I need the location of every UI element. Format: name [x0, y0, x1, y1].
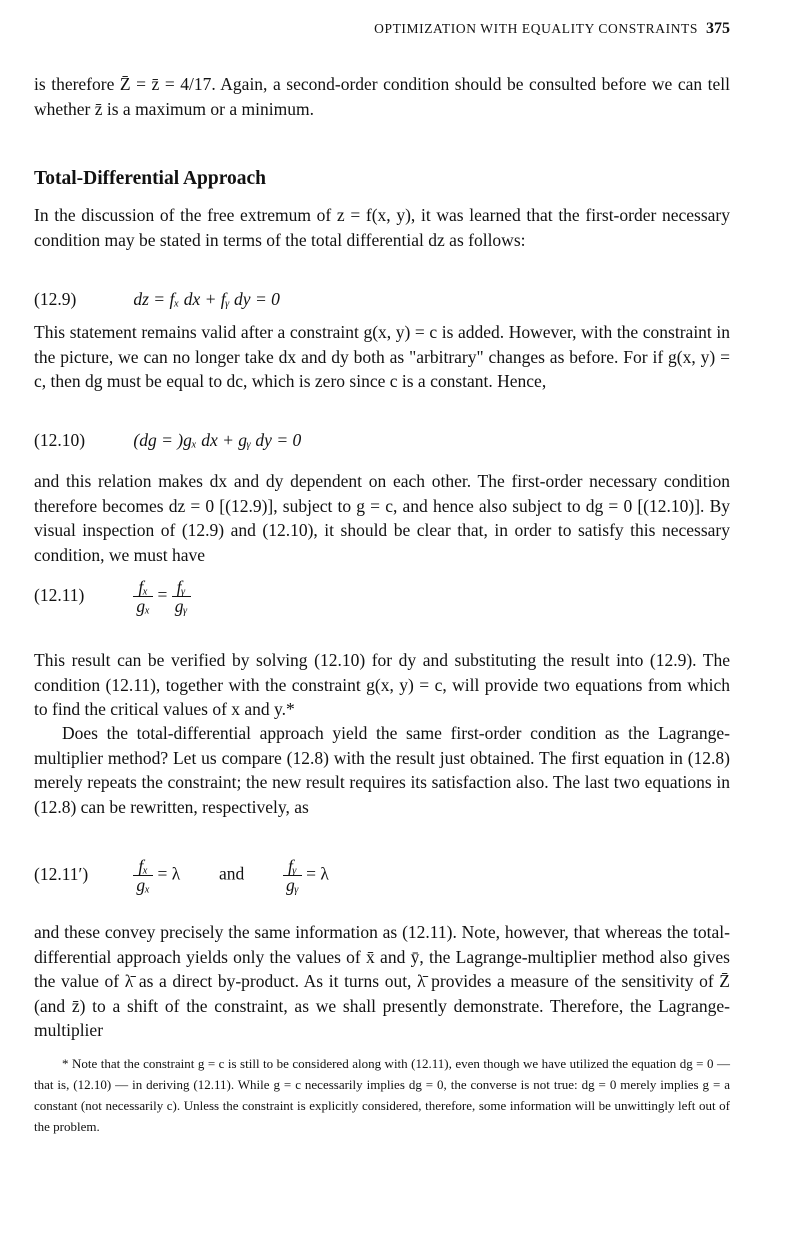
equation-number: (12.10)	[34, 430, 86, 450]
denominator: gₓ	[136, 596, 151, 616]
fraction-left	[133, 578, 153, 615]
denominator: gᵧ	[174, 596, 188, 616]
paragraph-constraint: This statement remains valid after a constraint g(x, y) = c is added. However, with the constraint in the picture, we can no longer take dx and dy both as "arbitrary" changes as before. For if g(x, y) = c, then dg must be equal to dc, which is zero since c is a constant. Hence,	[34, 322, 730, 391]
paragraph-sensitivity: and these convey precisely the same information as (12.11). Note, however, that whereas the total-differential approach yields only the values of x̄ and ȳ, the Lagrange-multiplier method also gives the value of λ̄ as a direct by-product. As it turns out, λ̄ provides a measure of the sensitivity of Z̄ (and z̄) to a shift of the constraint, as we shall presently demonstrate. Therefore, the Lagrange-multiplier	[34, 922, 730, 1040]
equals-sign: =	[157, 584, 168, 605]
denominator: gₓ	[136, 875, 151, 895]
footnote: * Note that the constraint g = c is still to be considered along with (12.11), even though we have utilized the equation dg = 0 — that is, (12.10) — in deriving (12.11). While g = c necessarily implies dg = 0, the converse is not true: dg = 0 merely implies g = a constant (not necessarily c). Unless the constraint is explicitly considered, therefore, some information will be unwittingly left out of the problem.	[34, 1056, 730, 1134]
connector-word: and	[218, 863, 245, 884]
fraction-right	[283, 857, 302, 894]
paragraph-dependent: and this relation makes dx and dy dependent on each other. The first-order necessary condition therefore becomes dz = 0 [(12.9)], subject to g = c, and hence also subject to dg = 0 [(12.10)]. By visual inspection of (12.9) and (12.10), it should be clear that, in order to satisfy this necessary condition, we must have	[34, 471, 730, 565]
equation-expression: dz = fₓ dx + fᵧ dy = 0	[133, 289, 280, 309]
paragraph-compare: Does the total-differential approach yield the same first-order condition as the Lagrange-multiplier method? Let us compare (12.8) with the result just obtained. The first equation in (12.8) merely repeats the constraint; the new result requires its satisfaction also. The last two equations in (12.8) can be rewritten, respectively, as	[34, 723, 730, 817]
paragraph-free-extremum: In the discussion of the free extremum of z = f(x, y), it was learned that the first-order necessary condition may be stated in terms of the total differential dz as follows:	[34, 205, 730, 250]
numerator: fᵧ	[283, 857, 302, 876]
numerator: fᵧ	[172, 578, 191, 597]
fraction-right	[172, 578, 191, 615]
equation-12-11-prime	[34, 857, 329, 894]
paragraph-verify: This result can be verified by solving (12.10) for dy and substituting the result into (12.9). The condition (12.11), together with the constraint g(x, y) = c, will provide two equations from which to find the critical values of x and y.*	[34, 650, 730, 719]
numerator: fₓ	[133, 857, 153, 876]
equation-12-9	[34, 289, 280, 310]
section-heading: Total-Differential Approach	[34, 168, 267, 189]
denominator: gᵧ	[286, 875, 299, 895]
numerator: fₓ	[133, 578, 153, 597]
equation-12-11	[34, 578, 191, 615]
intro-paragraph: is therefore Z̄ = z̄ = 4/17. Again, a second-order condition should be consulted before we can tell whether z̄ is a maximum or a minimum.	[34, 74, 730, 119]
equation-number: (12.9)	[34, 289, 77, 309]
running-title: OPTIMIZATION WITH EQUALITY CONSTRAINTS	[374, 21, 699, 36]
page-number: 375	[706, 20, 730, 37]
equation-number: (12.11)	[34, 584, 85, 605]
rhs-lambda: = λ	[306, 863, 329, 884]
rhs-lambda: = λ	[157, 863, 181, 884]
equation-12-10	[34, 430, 301, 451]
equation-expression: (dg = )gₓ dx + gᵧ dy = 0	[133, 430, 302, 450]
equation-number: (12.11′)	[34, 863, 89, 884]
fraction-left	[133, 857, 153, 894]
running-header	[374, 20, 730, 38]
